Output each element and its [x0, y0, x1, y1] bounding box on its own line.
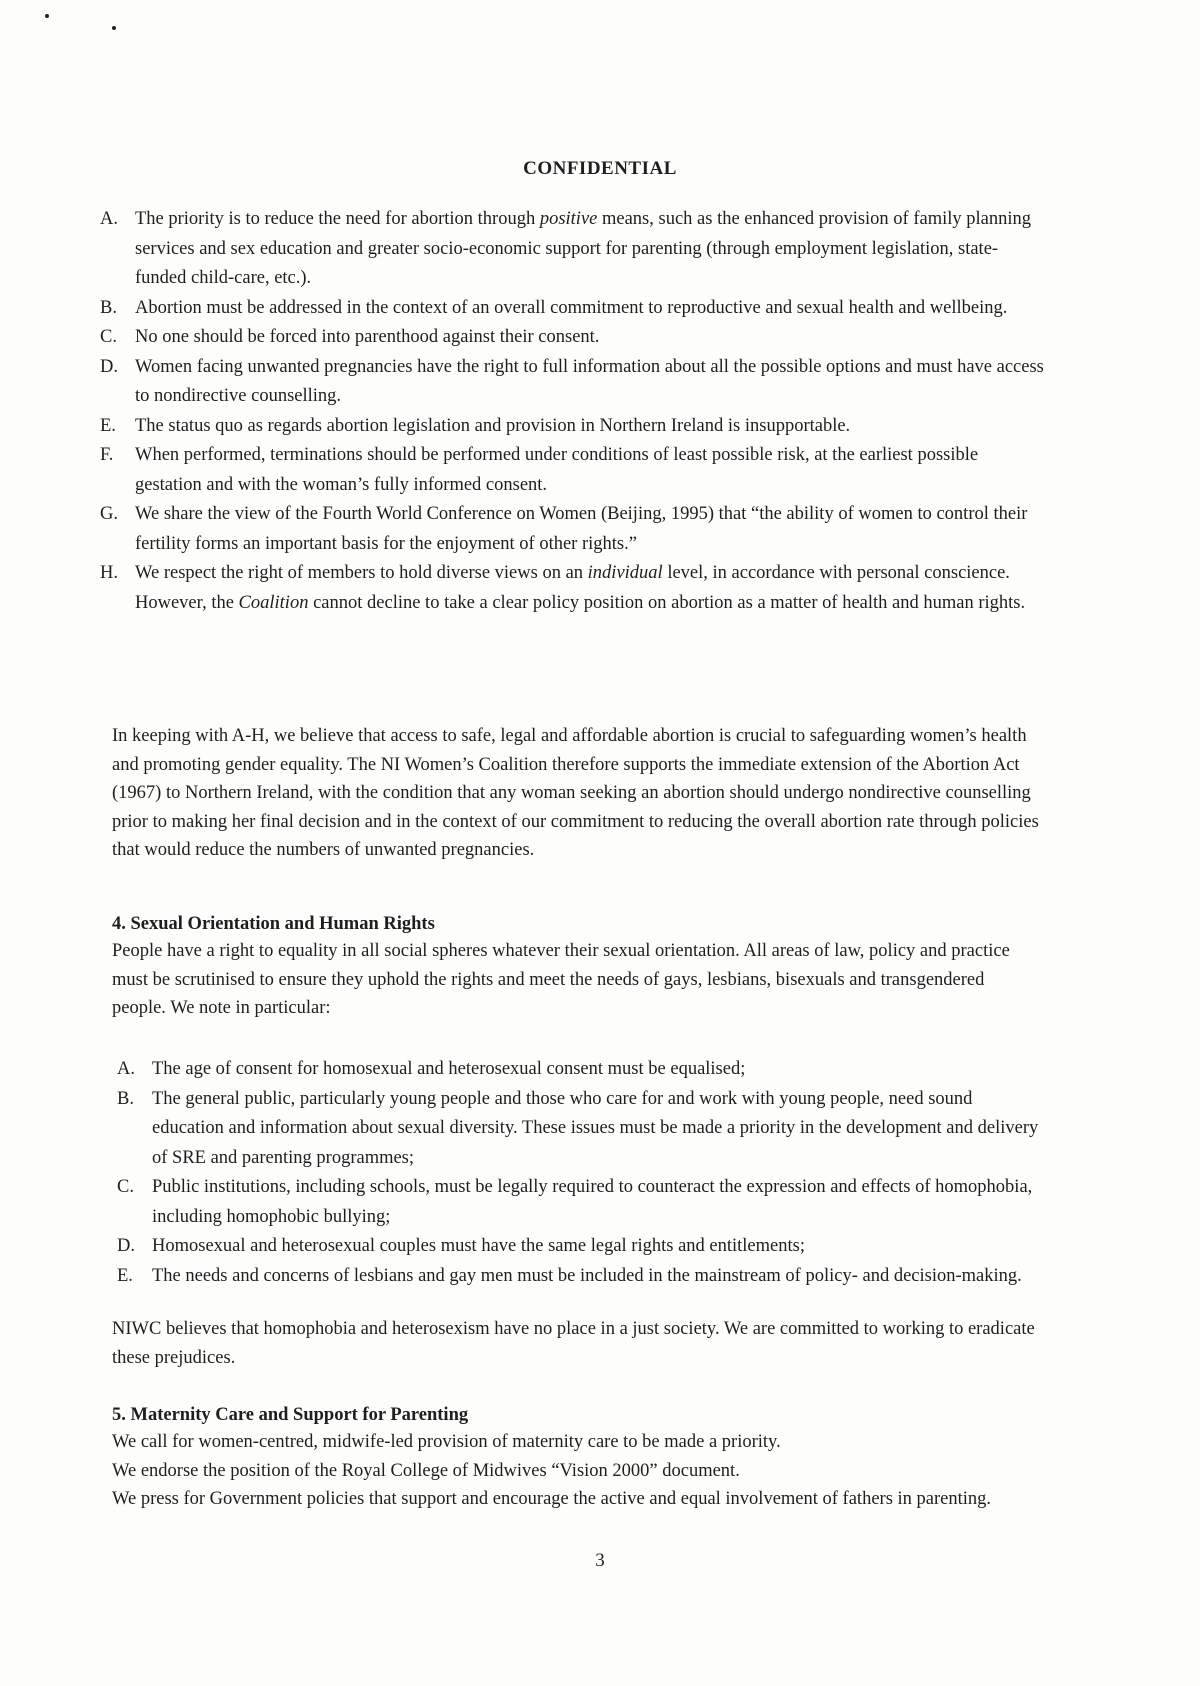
page-number: 3: [595, 1550, 605, 1571]
list-label: B.: [100, 297, 117, 318]
list-label: H.: [100, 563, 118, 583]
list-item: A. The age of consent for homosexual and heterosexual consent must be equalised;: [112, 1055, 1042, 1085]
list-item: G. We share the view of the Fourth World Conference on Women (Beijing, 1995) that “the ability of women to control their fertility forms an important basis for the enjoyment of other rights.”: [95, 500, 1045, 559]
list-item: C. Public institutions, including schools, must be legally required to counteract the expression and effects of homophobia, including homophobic bullying;: [112, 1173, 1042, 1232]
list-item: D. Homosexual and heterosexual couples must have the same legal rights and entitlements;: [112, 1232, 1042, 1262]
abortion-policy-paragraph: In keeping with A-H, we believe that access to safe, legal and affordable abortion is crucial to safeguarding women’s health and promoting gender equality. The NI Women’s Coalition therefore supports the immediate extension of the Abortion Act (1967) to Northern Ireland, with the condition that any woman seeking an abortion should undergo nondirective counselling prior to making her final decision and in the context of our commitment to reducing the overall abortion rate through policies that would reduce the numbers of unwanted pregnancies.: [112, 726, 1039, 860]
list-item: A. The priority is to reduce the need for abortion through positive means, such as the enhanced provision of family planning services and sex education and greater socio-economic support for parenting (through employment legislation, state-funded child-care, etc.).: [95, 205, 1045, 294]
list-item: C. No one should be forced into parenthood against their consent.: [95, 323, 1045, 353]
section-5-line: We call for women-centred, midwife-led provision of maternity care to be made a priority.: [112, 1432, 781, 1452]
list-label: C.: [100, 327, 117, 347]
section-5-heading: 5. Maternity Care and Support for Parenting: [112, 1405, 469, 1425]
list-label: E.: [100, 415, 116, 436]
orientation-list: [112, 1055, 1042, 1291]
page-title: CONFIDENTIAL: [523, 158, 677, 179]
list-item: B. The general public, particularly young people and those who care for and work with young people, need sound education and information about sexual diversity. These issues must be made a priority in the development and delivery of SRE and parenting programmes;: [112, 1085, 1042, 1174]
list-label: E.: [117, 1265, 133, 1286]
list-label: D.: [117, 1236, 135, 1256]
list-item: B. Abortion must be addressed in the context of an overall commitment to reproductive and sexual health and wellbeing.: [95, 294, 1045, 324]
section-4-closing: NIWC believes that homophobia and heterosexism have no place in a just society. We are committed to working to eradicate these prejudices.: [112, 1319, 1035, 1368]
list-item: H. We respect the right of members to hold diverse views on an individual level, in accordance with personal conscience. However, the Coalition cannot decline to take a clear policy position on abortion as a matter of health and human rights.: [95, 559, 1045, 618]
list-label: B.: [117, 1088, 134, 1109]
list-item: D. Women facing unwanted pregnancies have the right to full information about all the possible options and must have access to nondirective counselling.: [95, 353, 1045, 412]
principles-list: [95, 205, 1045, 618]
scan-speck: [112, 26, 116, 30]
list-label: C.: [117, 1177, 134, 1197]
section-5-line: We press for Government policies that support and encourage the active and equal involvement of fathers in parenting.: [112, 1489, 992, 1509]
section-5-line: We endorse the position of the Royal College of Midwives “Vision 2000” document.: [112, 1460, 740, 1481]
list-label: A.: [117, 1059, 135, 1079]
section-4-heading: 4. Sexual Orientation and Human Rights: [112, 914, 435, 934]
scan-speck: [45, 14, 49, 18]
list-item: E. The needs and concerns of lesbians and gay men must be included in the mainstream of policy- and decision-making.: [112, 1262, 1042, 1292]
list-label: A.: [100, 209, 118, 229]
list-item: E. The status quo as regards abortion legislation and provision in Northern Ireland is insupportable.: [95, 412, 1045, 442]
list-label: F.: [100, 445, 114, 465]
list-label: D.: [100, 356, 118, 377]
section-4-intro: People have a right to equality in all social spheres whatever their sexual orientation. All areas of law, policy and practice must be scrutinised to ensure they uphold the rights and meet the needs of gays, lesbians, bisexuals and transgendered people. We note in particular:: [112, 941, 1010, 1018]
section-5-body: [112, 1428, 1042, 1514]
list-item: F. When performed, terminations should be performed under conditions of least possible risk, at the earliest possible gestation and with the woman’s fully informed consent.: [95, 441, 1045, 500]
list-label: G.: [100, 504, 118, 524]
